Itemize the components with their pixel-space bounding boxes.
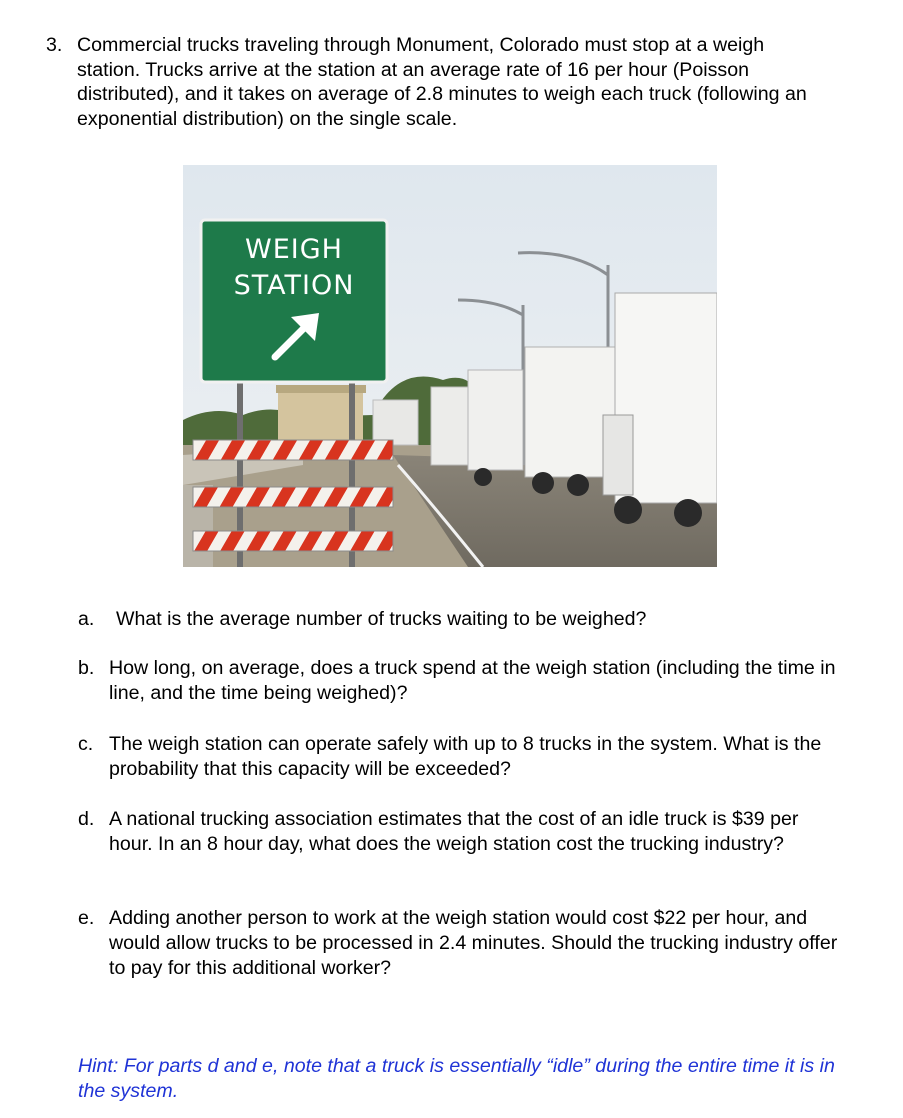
question-text: Adding another person to work at the weigh station would cost $22 per hour, and would allow trucks to be processed in 2.4 minutes. Should the trucking industry offer to pay for this additional worker?: [109, 907, 838, 979]
question-a: [78, 607, 838, 632]
question-label: a.: [78, 608, 95, 630]
problem-number: 3.: [46, 34, 63, 56]
question-label: d.: [78, 808, 95, 830]
problem-statement: [46, 33, 816, 131]
question-label: c.: [78, 733, 94, 755]
sign-line2: STATION: [233, 270, 355, 301]
question-d: [78, 807, 838, 857]
hint-text: Hint: For parts d and e, note that a truck is essentially “idle” during the entire time it is in the system.: [78, 1055, 835, 1102]
question-b: [78, 656, 838, 706]
problem-text: Commercial trucks traveling through Monument, Colorado must stop at a weigh station. Trucks arrive at the station at an average rate of 16 per hour (Poisson distributed), and it takes on average of 2.8 minutes to weigh each truck (following an exponential distribution) on the single scale.: [77, 34, 807, 130]
question-label: b.: [78, 657, 95, 679]
question-text: A national trucking association estimates that the cost of an idle truck is $39 per hour. In an 8 hour day, what does the weigh station cost the trucking industry?: [109, 808, 799, 855]
question-text: How long, on average, does a truck spend at the weigh station (including the time in line, and the time being weighed)?: [109, 657, 836, 704]
question-text: The weigh station can operate safely with up to 8 trucks in the system. What is the probability that this capacity will be exceeded?: [109, 733, 822, 780]
question-label: e.: [78, 907, 95, 929]
weigh-station-photo: [183, 165, 717, 567]
sign-line1: WEIGH: [245, 234, 343, 265]
question-e: [78, 906, 838, 981]
question-c: [78, 732, 838, 782]
question-text: What is the average number of trucks waiting to be weighed?: [116, 608, 647, 630]
